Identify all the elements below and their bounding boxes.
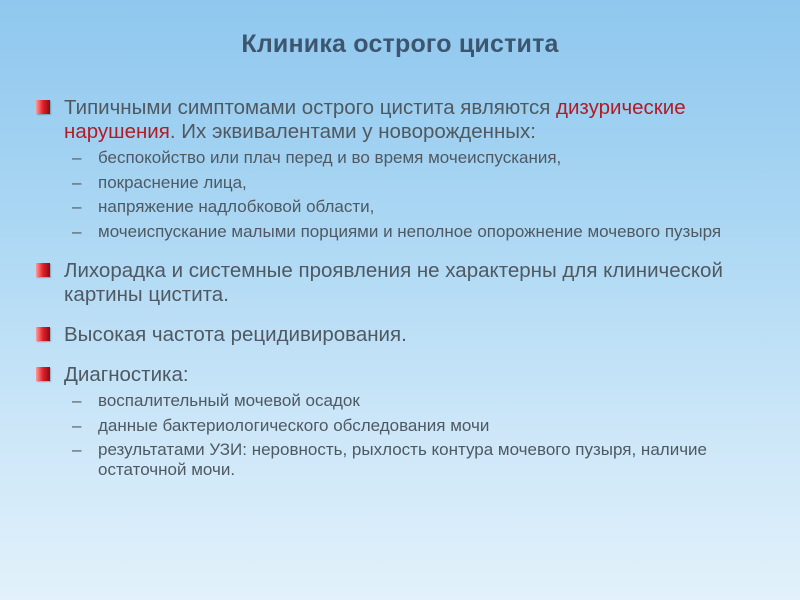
dash-icon: – <box>72 221 82 241</box>
red-square-bullet-icon <box>36 100 50 114</box>
red-square-bullet-icon <box>36 367 50 381</box>
sub-item <box>64 391 776 411</box>
sub-item <box>64 222 776 242</box>
sub-item-text: воспалительный мочевой осадок <box>98 391 360 410</box>
bullet-text: . Их эквивалентами у новорожденных: <box>169 120 536 143</box>
highlight-text: дизурические нарушения <box>64 96 686 143</box>
bullet-item-fever <box>36 259 776 307</box>
bullet-text: Лихорадка и системные проявления не характерны для клинической картины цистита. <box>64 259 723 306</box>
dash-icon: – <box>72 148 82 167</box>
sub-item <box>64 173 776 193</box>
sub-item <box>64 197 776 217</box>
sub-item <box>64 416 776 436</box>
bullet-text: Диагностика: <box>64 363 189 386</box>
dash-icon: – <box>72 172 82 192</box>
sub-item <box>64 148 776 168</box>
dash-icon: – <box>72 440 82 459</box>
sub-list <box>64 391 776 479</box>
dash-icon: – <box>72 197 82 216</box>
sub-item-text: результатами УЗИ: неровность, рыхлость контура мочевого пузыря, наличие остаточной мочи. <box>98 440 707 479</box>
sub-list <box>64 148 776 241</box>
slide-title: Клиника острого цистита <box>241 30 559 58</box>
red-square-bullet-icon <box>36 263 50 277</box>
sub-item-text: данные бактериологического обследования мочи <box>98 415 490 435</box>
dash-icon: – <box>72 415 82 435</box>
sub-item-text: мочеиспускание малыми порциями и неполное опорожнение мочевого пузыря <box>98 221 722 241</box>
sub-item-text: напряжение надлобковой области, <box>98 197 375 216</box>
bullet-text: Высокая частота рецидивирования. <box>64 323 407 346</box>
sub-item-text: покраснение лица, <box>98 172 247 192</box>
sub-item-text: беспокойство или плач перед и во время мочеиспускания, <box>98 148 562 167</box>
dash-icon: – <box>72 391 82 410</box>
bullet-item-recurrence <box>36 323 776 347</box>
bullet-text: Типичными симптомами острого цистита являются <box>64 96 557 119</box>
bullet-item-symptoms <box>36 96 776 241</box>
slide-content <box>36 96 776 493</box>
sub-item <box>64 440 776 479</box>
red-square-bullet-icon <box>36 327 50 341</box>
bullet-item-diagnostics <box>36 363 776 479</box>
